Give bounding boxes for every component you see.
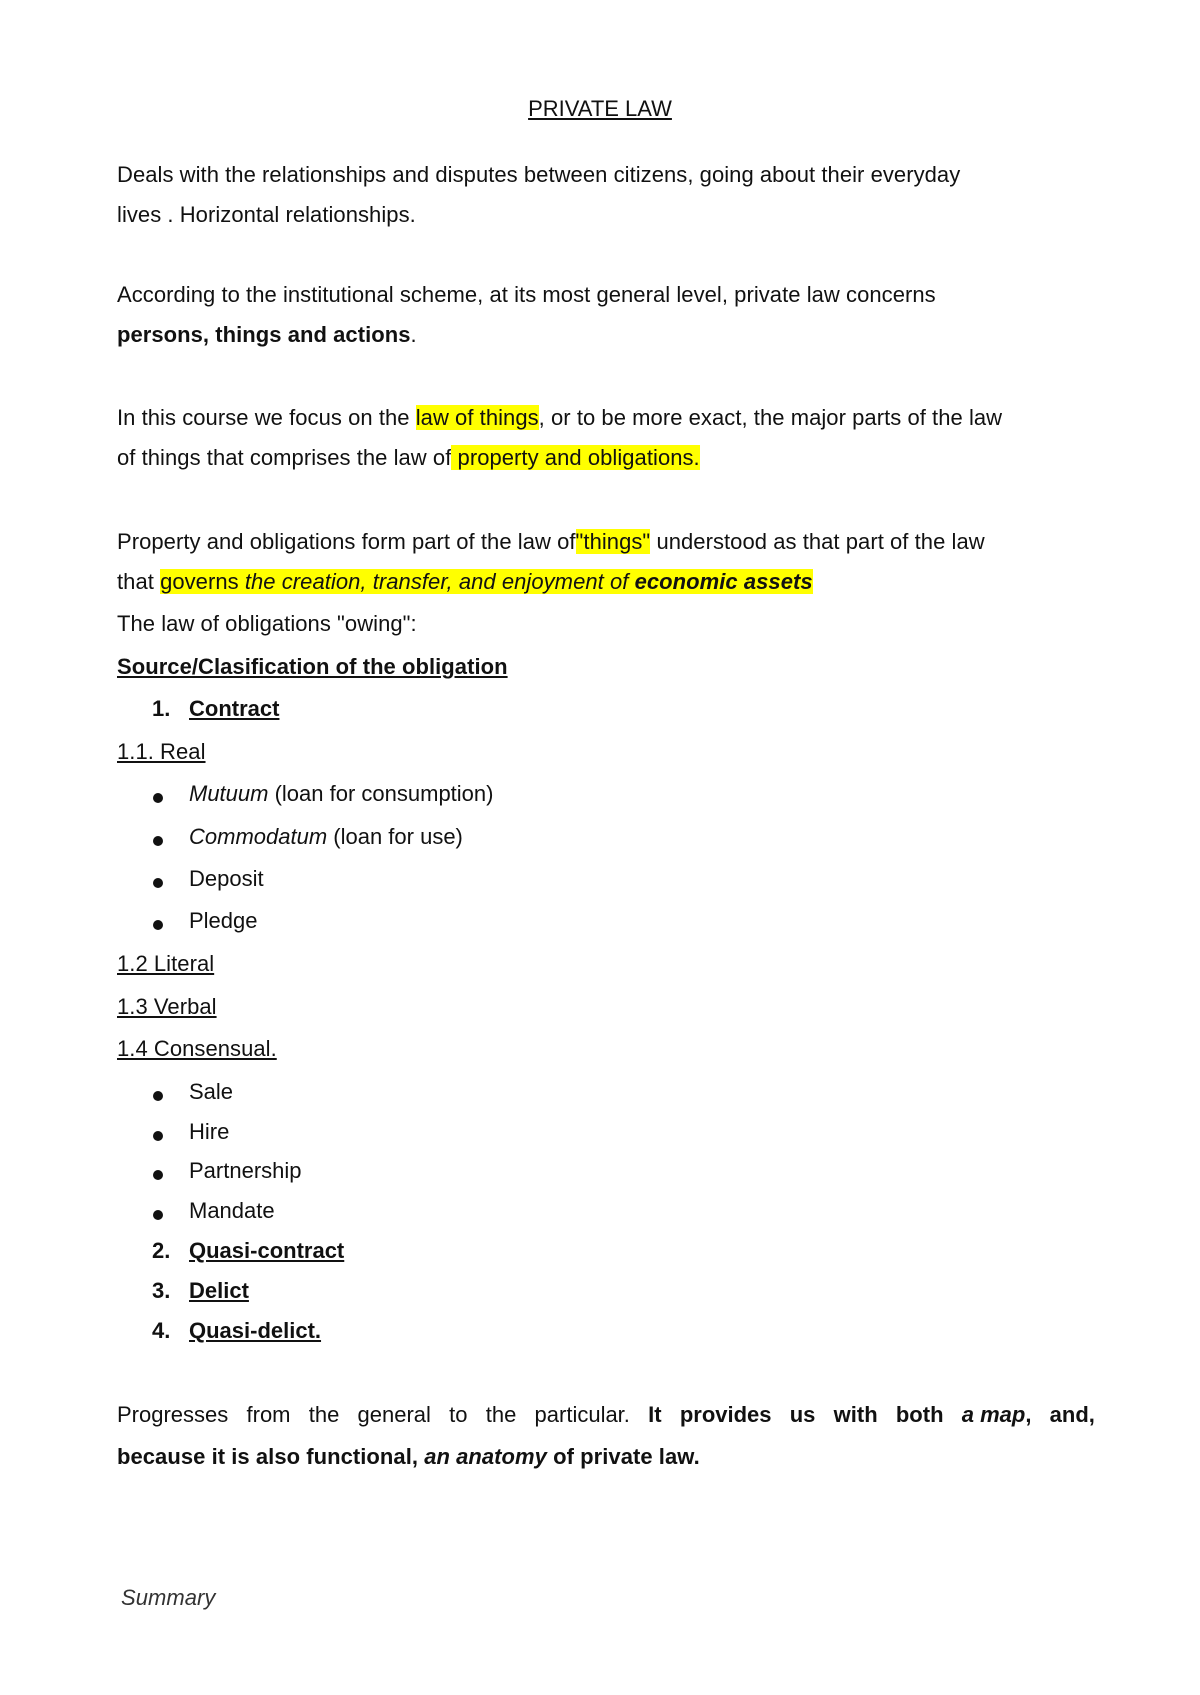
footer-summary: Summary [121,1585,216,1610]
text-segment: governs [160,569,245,594]
paragraph-1-line-1: Deals with the relationships and disputes between citizens, going about their everyday [117,162,961,187]
word: us [789,1402,816,1427]
paragraph-2-line-1: According to the institutional scheme, at its most general level, private law concerns [117,282,936,307]
bullet-icon [153,793,163,803]
section-heading: Source/Clasification of the obligation [117,654,508,679]
list-number-1: 1. [152,696,171,721]
list-item-quasi-contract: Quasi-contract [189,1238,345,1263]
period: . [410,322,417,347]
subheading-literal: 1.2 Literal [117,951,215,976]
highlight-law-of-things: law of things [415,405,539,430]
bullet-icon [153,1091,163,1101]
text-segment: Property and obligations form part of the law of [117,529,576,554]
bullet-icon [153,878,163,888]
bullet-icon [153,1170,163,1180]
bullet-icon [153,836,163,846]
list-number-2: 2. [152,1238,171,1263]
paragraph-4-line-1 [117,527,985,557]
word: It [648,1402,662,1427]
text-segment: In this course we focus on the [117,405,416,430]
word: a map [961,1402,1026,1427]
list-item-quasi-delict: Quasi-delict. [189,1318,322,1343]
consensual-item-sale: Sale [189,1079,234,1104]
paragraph-4-line-2 [117,567,813,597]
subheading-consensual: 1.4 Consensual. [117,1036,277,1061]
italic-segment: Commodatum [189,824,328,849]
highlight-governs [160,569,813,594]
word: with [833,1402,878,1427]
bold-phrase: persons, things and actions [117,322,411,347]
word: particular. [534,1402,630,1427]
text-segment: (loan for consumption) [268,781,494,806]
paragraph-5-line-1 [117,1400,1095,1430]
word: Progresses [117,1402,229,1427]
bold-italic-segment: economic assets [634,569,813,594]
word: the [308,1402,340,1427]
highlight-things: "things" [575,529,651,554]
text-segment: of things that comprises the law of [117,445,452,470]
text-segment: understood as that part of the law [650,529,985,554]
italic-segment: Mutuum [189,781,269,806]
list-item-contract: Contract [189,696,280,721]
text-segment: of private law. [546,1444,700,1469]
subheading-real: 1.1. Real [117,739,206,764]
word: , [1025,1402,1032,1427]
list-number-4: 4. [152,1318,171,1343]
word: both [895,1402,944,1427]
word-group [962,1400,1032,1430]
text-segment: , or to be more exact, the major parts of the law [538,405,1003,430]
real-item-commodatum [189,822,463,852]
page-title: PRIVATE LAW [528,96,672,121]
consensual-item-hire: Hire [189,1119,230,1144]
list-item-delict: Delict [189,1278,249,1303]
paragraph-5-line-2 [117,1442,700,1472]
text-segment: (loan for use) [327,824,463,849]
bullet-icon [153,1131,163,1141]
highlight-property-obligations: property and obligations. [451,445,700,470]
word: to [449,1402,468,1427]
consensual-item-mandate: Mandate [189,1198,275,1223]
paragraph-4-line-3: The law of obligations "owing": [117,611,417,636]
word: provides [679,1402,772,1427]
text-segment: that [117,569,161,594]
italic-segment: an anatomy [424,1444,547,1469]
paragraph-1-line-2: lives . Horizontal relationships. [117,202,416,227]
subheading-verbal: 1.3 Verbal [117,994,217,1019]
word: from [246,1402,291,1427]
text-segment: because it is also functional, [117,1444,425,1469]
bullet-icon [153,1210,163,1220]
word: the [485,1402,517,1427]
bullet-icon [153,920,163,930]
paragraph-3-line-2 [117,443,700,473]
word: and, [1049,1402,1095,1427]
word: general [357,1402,431,1427]
consensual-item-partnership: Partnership [189,1158,302,1183]
italic-segment: the creation, transfer, and enjoyment of [244,569,635,594]
paragraph-3-line-1 [117,403,1002,433]
list-number-3: 3. [152,1278,171,1303]
paragraph-2-line-2 [117,320,417,350]
real-item-deposit: Deposit [189,866,264,891]
real-item-mutuum [189,779,493,809]
real-item-pledge: Pledge [189,908,258,933]
